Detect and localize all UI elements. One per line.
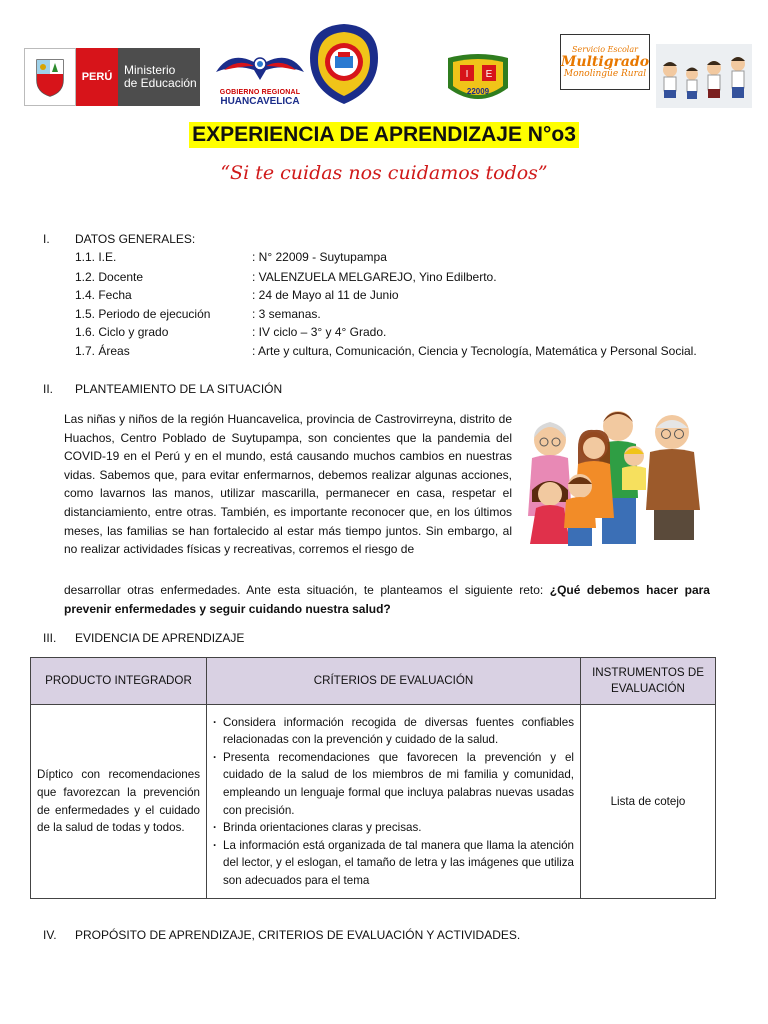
dg-label-docente: 1.2. Docente [75,270,144,284]
section-3-title: EVIDENCIA DE APRENDIZAJE [75,631,245,645]
page-title: EXPERIENCIA DE APRENDIZAJE N°o3 [189,122,579,148]
dg-label-periodo: 1.5. Periodo de ejecución [75,307,211,321]
ie-letter-e: E [485,69,493,80]
ie-badge [444,52,512,108]
ie-letter-i: I [465,69,469,80]
gob-line2: HUANCAVELICA [220,96,300,107]
dg-label-ie: 1.1. I.E. [75,250,117,264]
family-illustration [516,398,712,554]
section-1-title: DATOS GENERALES: [75,232,196,246]
child-figure-icon [663,62,677,98]
criterio-item: · Presenta recomendaciones que favorecen la prevención y el cuidado de la salud de los miembros de mi familia y comunidad, empleando un lenguaje formal que incluya palabras nuevas usadas con precisión. [213,749,574,819]
multigrado-logo [560,34,650,90]
evidencia-table [30,657,716,899]
gob-line1: GOBIERNO REGIONAL [219,89,301,96]
dg-value-fecha: : 24 de Mayo al 11 de Junio [252,288,399,302]
child-figure-icon [686,68,698,100]
cell-criterios [207,705,581,899]
condor-emblem-icon [210,44,310,84]
dg-value-periodo: : 3 semanas. [252,307,321,321]
ministerio-line1: Ministerio [124,63,176,77]
header-criterios: CRÍTERIOS DE EVALUACIÓN [207,658,581,705]
students-illustration [656,44,752,108]
dg-value-ciclo: : IV ciclo – 3° y 4° Grado. [252,325,387,339]
situacion-continuation-text: desarrollar otras enfermedades. Ante esta situación, te planteamos el siguiente reto: [64,583,550,597]
ministerio-line2: de Educación [124,76,197,90]
gobierno-regional-logo [210,44,310,106]
dg-value-docente: : VALENZUELA MELGAREJO, Yino Edilberto. [252,270,497,284]
boy-figure-icon [564,474,596,546]
situacion-continuation [64,581,710,618]
section-2-number: II. [43,382,54,396]
table-header-row [31,658,716,705]
dg-value-areas: : Arte y cultura, Comunicación, Ciencia y Tecnología, Matemática y Personal Social. [252,344,697,358]
section-3-number: III. [43,631,57,645]
minedu-logo [24,48,200,106]
cell-producto: Díptico con recomendaciones que favorezcan la prevención de enfermedades y el cuidado de la salud de todas y todos. [31,705,207,899]
dg-label-ciclo: 1.6. Ciclo y grado [75,325,169,339]
section-4-title: PROPÓSITO DE APRENDIZAJE, CRITERIOS DE EVALUACIÓN Y ACTIVIDADES. [75,928,521,942]
situacion-paragraph: Las niñas y niños de la región Huancavelica, provincia de Castrovirreyna, distrito de Huachos, Centro Poblado de Suytupampa, son concientes que la pandemia del COVID-19 en el Perú y en el mundo, está causando muchos cambios en nuestras vidas. Sabemos que, para evitar enfermarnos, debemos realizar algunas acciones, como lavarnos las manos, utilizar mascarilla, permanecer en casa, respetar el distanciamiento, entre otras. También, es importante reconocer que, en los últimos meses, las familias se han fortalecido al estar más tiempo juntos. Sin embargo, al no realizar actividades físicas y recreativas, corremos el riesgo de [64,412,512,557]
section-2-title: PLANTEAMIENTO DE LA SITUACIÓN [75,382,283,396]
table-row [31,705,716,899]
situacion-reto: ¿Qué debemos hacer para prevenir enfermedades y seguir cuidando nuestra salud? [64,583,710,616]
ministerio-label [118,48,200,106]
title-wrapper [0,122,768,148]
ugel-seal-icon [308,22,380,106]
page-subtitle: “Si te cuidas nos cuidamos todos” [220,162,548,184]
multi-line3: Monolingüe Rural [563,69,647,79]
child-figure-icon [707,61,721,98]
ie-badge-number: 22009 [466,87,490,96]
dg-value-ie: : N° 22009 - Suytupampa [252,250,387,264]
criterios-list [213,714,574,890]
header-instrumentos: INSTRUMENTOS DE EVALUACIÓN [581,658,716,705]
criterio-item: · La información está organizada de tal manera que llama la atención del lector, y el eslogan, el tamaño de letra y las imágenes que utiliza son adecuados para el tema [213,837,574,890]
header-producto: PRODUCTO INTEGRADOR [31,658,207,705]
peru-label: PERÚ [76,48,118,106]
multi-line1: Servicio Escolar [572,45,638,54]
section-1-number: I. [43,232,50,246]
dg-label-fecha: 1.4. Fecha [75,288,132,302]
cell-instrumento: Lista de cotejo [581,705,716,899]
criterio-item: · Considera información recogida de diversas fuentes confiables relacionadas con la prevención y cuidado de la salud. [213,714,574,749]
child-figure-icon [731,57,745,98]
criterio-item: · Brinda orientaciones claras y precisas. [213,819,574,837]
section-4-number: IV. [43,928,57,942]
dg-label-areas: 1.7. Áreas [75,344,130,358]
multi-line2: Multigrado [560,54,650,70]
girl-figure-icon [530,481,570,544]
peru-coat-of-arms-icon [24,48,76,106]
baby-figure-icon [622,446,646,490]
grandfather-figure-icon [646,415,700,540]
